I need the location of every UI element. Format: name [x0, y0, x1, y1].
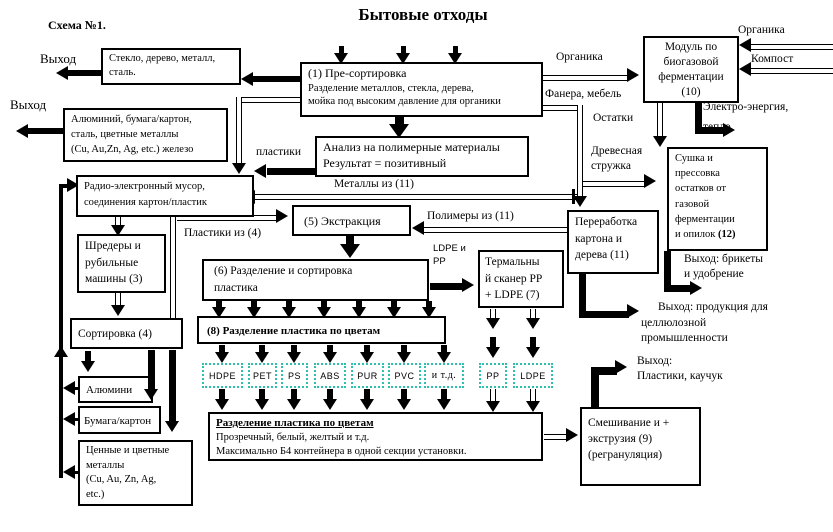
box-extraction-5: [292, 205, 411, 236]
arrowhead: [526, 401, 540, 412]
arrow-sorting-to-paper: [148, 350, 155, 391]
text-line: Стекло, дерево, металл,: [109, 53, 216, 64]
box-aluminium: [78, 376, 153, 403]
label-exit-cellulose-3: промышленности: [641, 332, 728, 344]
arrow-presort-to-glass: [253, 76, 300, 82]
text-line: сталь, цветные металлы: [71, 129, 179, 141]
text-line: Разделение пластика по цветам: [216, 417, 374, 429]
text-line: Прозречный, белый, желтый и т.д.: [216, 431, 370, 443]
label-plywood-furniture: Фанера, мебель: [545, 88, 622, 100]
arrowhead: [486, 318, 500, 329]
arrowhead: [360, 399, 374, 410]
arrowhead: [397, 399, 411, 410]
line-polymers: [424, 227, 567, 233]
text-line: Переработка: [575, 216, 638, 228]
arrowhead: [232, 163, 246, 174]
arrowhead: [462, 278, 474, 292]
box-cardboard-wood-11: [567, 210, 659, 274]
arrow-glass-to-exit: [68, 70, 101, 76]
line-compost: [751, 68, 833, 74]
arrow-analysis-to-radio: [267, 168, 315, 175]
line-metals-from-11: [255, 194, 578, 200]
arrow-alum-to-exit: [28, 128, 63, 134]
label-exit-briquettes: Выход: брикеты и удобрение: [684, 253, 763, 280]
line-presort-down: [236, 97, 242, 164]
label-ldpe-and-pp: LDPE и PP: [433, 243, 466, 267]
arrow-6-to-thermal: [430, 283, 464, 290]
label-polymers-from-11: Полимеры из (11): [427, 210, 514, 222]
arrowhead: [255, 399, 269, 410]
arrowhead: [615, 360, 627, 374]
label-exit-1: Выход: [40, 51, 77, 66]
label-metals-from-11: Металлы из (11): [334, 178, 414, 190]
text-line: Бумага/картон: [84, 415, 152, 427]
arrowhead: [287, 352, 301, 363]
line-shavings: [583, 181, 645, 187]
text-line: + LDPE (7): [485, 289, 540, 302]
arrowhead: [653, 136, 667, 147]
page-title: Бытовые отходы: [358, 5, 488, 24]
arrowhead: [241, 72, 253, 86]
arrowhead: [526, 318, 540, 329]
plastic-type-pp: PP: [479, 363, 507, 388]
line-organics: [543, 75, 628, 81]
text-line: й сканер PP: [485, 272, 543, 285]
arrowhead: [323, 352, 337, 363]
plastic-type-etc: и т.д.: [424, 363, 464, 388]
text-line: Термальны: [485, 256, 540, 268]
label-heat: тепло.: [703, 121, 734, 133]
arrowhead: [627, 68, 639, 82]
text-line: экструзия (9): [588, 433, 653, 446]
line-return-left: [59, 186, 63, 478]
text-line: газовой: [675, 198, 710, 210]
text-line: (1) Пре-сортировка: [308, 66, 407, 80]
arrowhead: [412, 221, 424, 235]
box-biogas-module-10: [643, 36, 739, 103]
arrowhead: [276, 209, 288, 223]
text-line: (Cu, Au,Zn, Ag, etc.) железо: [71, 144, 194, 156]
scheme-label: Схема №1.: [48, 18, 106, 32]
box-radio-electronic-waste: [76, 175, 254, 217]
text-line: (10): [681, 85, 701, 98]
arrowhead: [111, 305, 125, 316]
box-shredders: [77, 234, 166, 293]
arrowhead: [437, 399, 451, 410]
text-line: (6) Разделение и сортировка: [214, 265, 353, 277]
text-line: Модуль по: [664, 41, 718, 53]
arrowhead: [627, 304, 639, 318]
line-module-to-drying: [657, 103, 663, 137]
text-line: биогазовой: [663, 55, 719, 68]
label-plastiki: пластики: [256, 146, 302, 158]
text-line: Шредеры и: [85, 240, 141, 252]
text-line: Радио-электронный мусор,: [84, 181, 205, 192]
text-line: Максимально Б4 контейнера в одной секции установки.: [216, 446, 467, 458]
text-line: Алюминий, бумага/картон,: [71, 114, 192, 125]
text-line: пластика: [214, 281, 258, 294]
box-mixing-extrusion-9: [580, 407, 701, 486]
arrowhead: [56, 66, 68, 80]
arrowhead: [397, 352, 411, 363]
arrowhead: [54, 346, 68, 357]
plastic-type-hdpe: HDPE: [202, 363, 243, 388]
arrowhead: [644, 174, 656, 188]
text-line: Смешивание и +: [588, 417, 670, 429]
plastic-type-pet: PET: [248, 363, 277, 388]
box-thermal-scanner-7: [478, 250, 564, 308]
line-color-to-mixing: [544, 434, 567, 440]
text-line: (5) Экстракция: [304, 214, 381, 228]
label-plastics-from-4: Пластики из (4): [184, 227, 262, 239]
label-exit-2: Выход: [10, 97, 47, 112]
text-line: машины (3): [85, 273, 143, 286]
plastic-type-pvc: PVC: [388, 363, 421, 388]
arrowhead: [215, 352, 229, 363]
text-line: Сортировка (4): [78, 328, 152, 340]
arrowhead: [739, 62, 751, 76]
arrowhead: [566, 428, 578, 442]
text-line: картона и: [575, 232, 623, 245]
box-presort: [300, 62, 543, 117]
plastic-type-ldpe: LDPE: [513, 363, 553, 388]
box-polymer-analysis: [315, 136, 529, 177]
text-line: ферментации: [675, 213, 735, 225]
text-line: прессовка: [675, 168, 720, 180]
line-presort-left: [241, 97, 300, 103]
plastic-type-ps: PS: [281, 363, 308, 388]
text-line: Разделение металлов, стекла, дерева,: [308, 82, 474, 94]
text-line: и опилок (12): [675, 229, 736, 241]
text-line: сталь.: [109, 66, 136, 78]
arrowhead: [215, 399, 229, 410]
arrowhead: [144, 389, 158, 400]
arrowhead: [165, 421, 179, 432]
plastic-type-pur: PUR: [351, 363, 384, 388]
text-line: Анализ на полимерные материалы: [323, 140, 500, 154]
arrowhead: [255, 352, 269, 363]
label-compost: Компост: [751, 53, 794, 65]
box-glass-output: [101, 48, 241, 85]
text-line: рубильные: [85, 256, 139, 269]
label-wood-shavings: Древесная стружка: [591, 145, 643, 172]
text-line: Сушка и: [675, 153, 713, 164]
arrowhead: [340, 244, 360, 258]
arrowhead: [526, 347, 540, 358]
text-line: (8) Разделение пластика по цветам: [207, 325, 381, 337]
box-aluminium-output: [63, 108, 228, 162]
arrow-cardboard-out-h: [579, 311, 629, 318]
text-line: металлы: [86, 459, 125, 471]
text-line: дерева (11): [575, 249, 629, 262]
arrow-mixing-out-h: [591, 367, 617, 375]
text-line: соединения картон/пластик: [84, 196, 207, 208]
arrowhead: [16, 124, 28, 138]
text-line: (Cu, Au, Zn, Ag,: [86, 474, 157, 486]
text-line: Результат = позитивный: [323, 155, 447, 170]
text-line: Алюмини: [86, 384, 133, 396]
arrow-drying-out-h: [664, 285, 692, 292]
box-paper-cardboard: [78, 406, 161, 434]
text-line: etc.): [86, 489, 105, 501]
text-line: Ценные и цветные: [86, 445, 170, 456]
box-valuable-metals: [78, 440, 193, 506]
label-exit-rubber: Выход: Пластики, каучук: [637, 355, 723, 382]
arrowhead: [486, 347, 500, 358]
box-drying-pressing-12: [667, 147, 768, 251]
arrowhead: [81, 361, 95, 372]
arrowhead: [323, 399, 337, 410]
box-sorting-4: [70, 318, 183, 349]
box-plastic-sort-6: [202, 259, 429, 301]
arrowhead: [739, 38, 751, 52]
arrowhead: [573, 196, 587, 207]
arrowhead: [360, 352, 374, 363]
plastic-type-abs: ABS: [314, 363, 346, 388]
box-color-separation-8: [197, 316, 446, 344]
line-plastics4-v: [170, 215, 176, 318]
label-remains: Остатки: [593, 112, 634, 124]
label-exit-cellulose-2: целлюлозной: [641, 317, 707, 329]
arrowhead: [437, 352, 451, 363]
arrowhead: [486, 401, 500, 412]
line-organics-right: [751, 44, 833, 50]
arrowhead: [287, 399, 301, 410]
text-line: мойка под высоким давление для органики: [308, 96, 501, 108]
label-organics-left: Органика: [556, 51, 603, 63]
label-energy: Электро-энергия,: [703, 101, 789, 113]
label-exit-cellulose-1: Выход: продукция для: [658, 301, 768, 313]
arrowhead: [690, 281, 702, 295]
arrowhead: [254, 164, 266, 178]
arrow-sorting-to-valuable: [169, 350, 176, 422]
box-color-separation-detail: [208, 412, 543, 461]
text-line: (регрануляция): [588, 449, 663, 462]
text-line: ферментации: [658, 70, 724, 83]
text-line: остатков от: [675, 183, 726, 195]
label-organics-right: Органика: [738, 24, 785, 36]
